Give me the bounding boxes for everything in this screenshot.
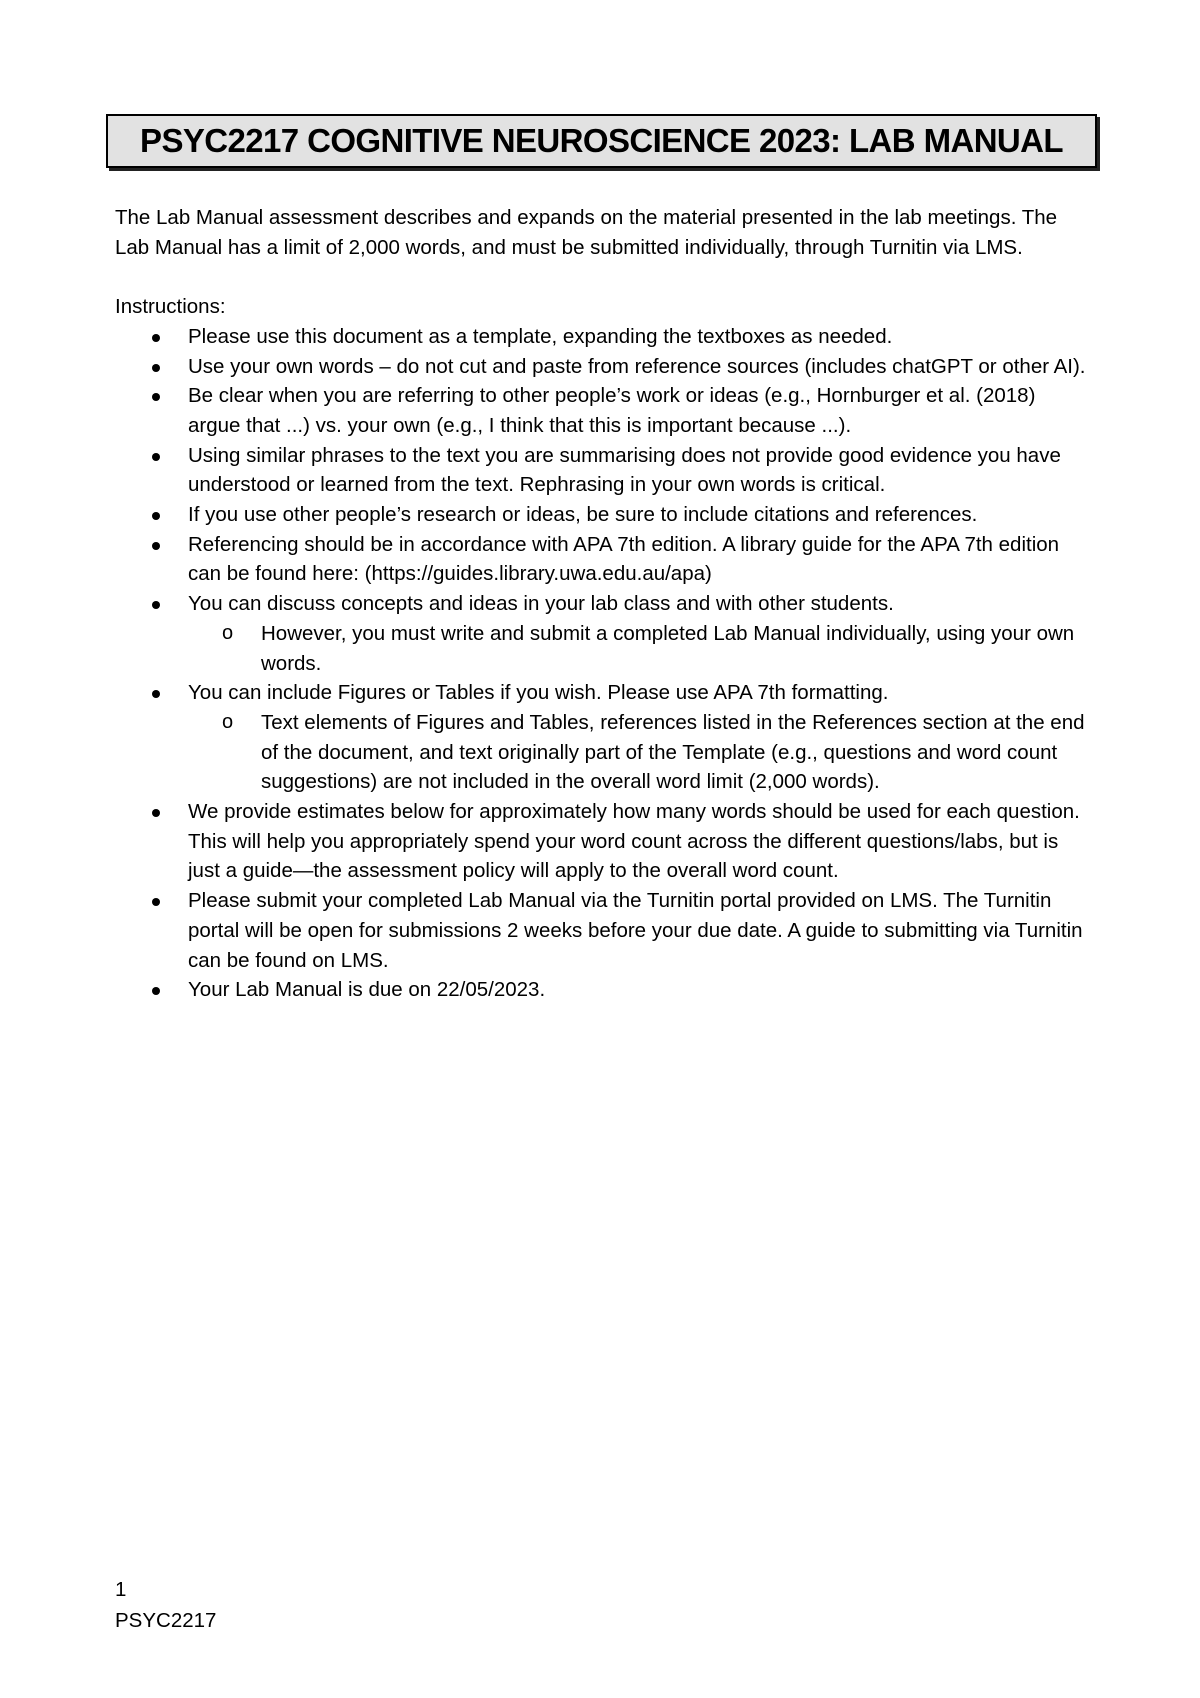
list-item-text: Referencing should be in accordance with APA 7th edition. A library guide for the APA 7th edition can be found here: (https://guides.library.uwa.edu.au/apa) [188, 532, 1060, 586]
page-footer [115, 1574, 216, 1636]
list-item-text: Using similar phrases to the text you are summarising does not provide good evidence you have understood or learned from the text. Rephrasing in your own words is critical. [188, 443, 1061, 497]
list-item-text: Please use this document as a template, expanding the textboxes as needed. [188, 324, 893, 348]
bullet-icon [152, 453, 160, 461]
bullet-icon [152, 542, 160, 550]
blank-line [115, 262, 1090, 292]
list-item [115, 530, 1090, 589]
document-title: PSYC2217 COGNITIVE NEUROSCIENCE 2023: LAB MANUAL [140, 122, 1063, 159]
bullet-icon [152, 601, 160, 609]
title-box [106, 114, 1097, 168]
bullet-icon [152, 364, 160, 372]
instructions-list [115, 322, 1090, 1005]
sub-bullet-icon: o [222, 710, 234, 733]
bullet-icon [152, 512, 160, 520]
sub-list-item [188, 708, 1090, 797]
list-item-text: Use your own words – do not cut and paste from reference sources (includes chatGPT or other AI). [188, 354, 1086, 378]
list-item [115, 352, 1090, 382]
list-item-text: If you use other people’s research or ideas, be sure to include citations and references. [188, 503, 978, 527]
sub-list [188, 619, 1090, 678]
list-item-text: Please submit your completed Lab Manual via the Turnitin portal provided on LMS. The Turnitin portal will be open for submissions 2 weeks before your due date. A guide to submitting via Turnitin can be found on LMS. [188, 889, 1083, 972]
sub-list-item-text: Text elements of Figures and Tables, references listed in the References section at the end of the document, and text originally part of the Template (e.g., questions and word count suggestions) are not included in the overall word limit (2,000 words). [261, 710, 1085, 794]
bullet-icon [152, 393, 160, 401]
list-item [115, 500, 1090, 530]
list-item [115, 381, 1090, 440]
list-item [115, 886, 1090, 975]
list-item [115, 678, 1090, 797]
bullet-icon [152, 690, 160, 698]
sub-list [188, 708, 1090, 797]
footer-course-code: PSYC2217 [115, 1609, 217, 1632]
list-item [115, 797, 1090, 886]
bullet-icon [152, 809, 160, 817]
intro-paragraph: The Lab Manual assessment describes and expands on the material presented in the lab meetings. The Lab Manual has a limit of 2,000 words, and must be submitted individually, through Turnitin via LMS. [115, 206, 1058, 259]
list-item [115, 322, 1090, 352]
bullet-icon [152, 987, 160, 995]
sub-list-item [188, 619, 1090, 678]
bullet-icon [152, 898, 160, 906]
page-number: 1 [115, 1578, 127, 1601]
list-item-text: Your Lab Manual is due on 22/05/2023. [188, 978, 546, 1002]
list-item-text: You can include Figures or Tables if you wish. Please use APA 7th formatting. [188, 681, 889, 705]
document-body [115, 203, 1090, 1005]
list-item-text: Be clear when you are referring to other people’s work or ideas (e.g., Hornburger et al. (2018) argue that ...) vs. your own (e.g., I think that this is important because ...). [188, 384, 1036, 437]
bullet-icon [152, 334, 160, 342]
list-item [115, 975, 1090, 1005]
sub-list-item-text: However, you must write and submit a completed Lab Manual individually, using your own words. [261, 621, 1075, 675]
list-item-text: We provide estimates below for approximately how many words should be used for each question. This will help you appropriately spend your word count across the different questions/labs, but is just a guide—the assessment policy will apply to the overall word count. [188, 800, 1080, 883]
list-item [115, 441, 1090, 500]
list-item [115, 589, 1090, 678]
list-item-text: You can discuss concepts and ideas in your lab class and with other students. [188, 592, 894, 616]
sub-bullet-icon: o [222, 621, 234, 644]
instructions-heading: Instructions: [115, 295, 226, 319]
